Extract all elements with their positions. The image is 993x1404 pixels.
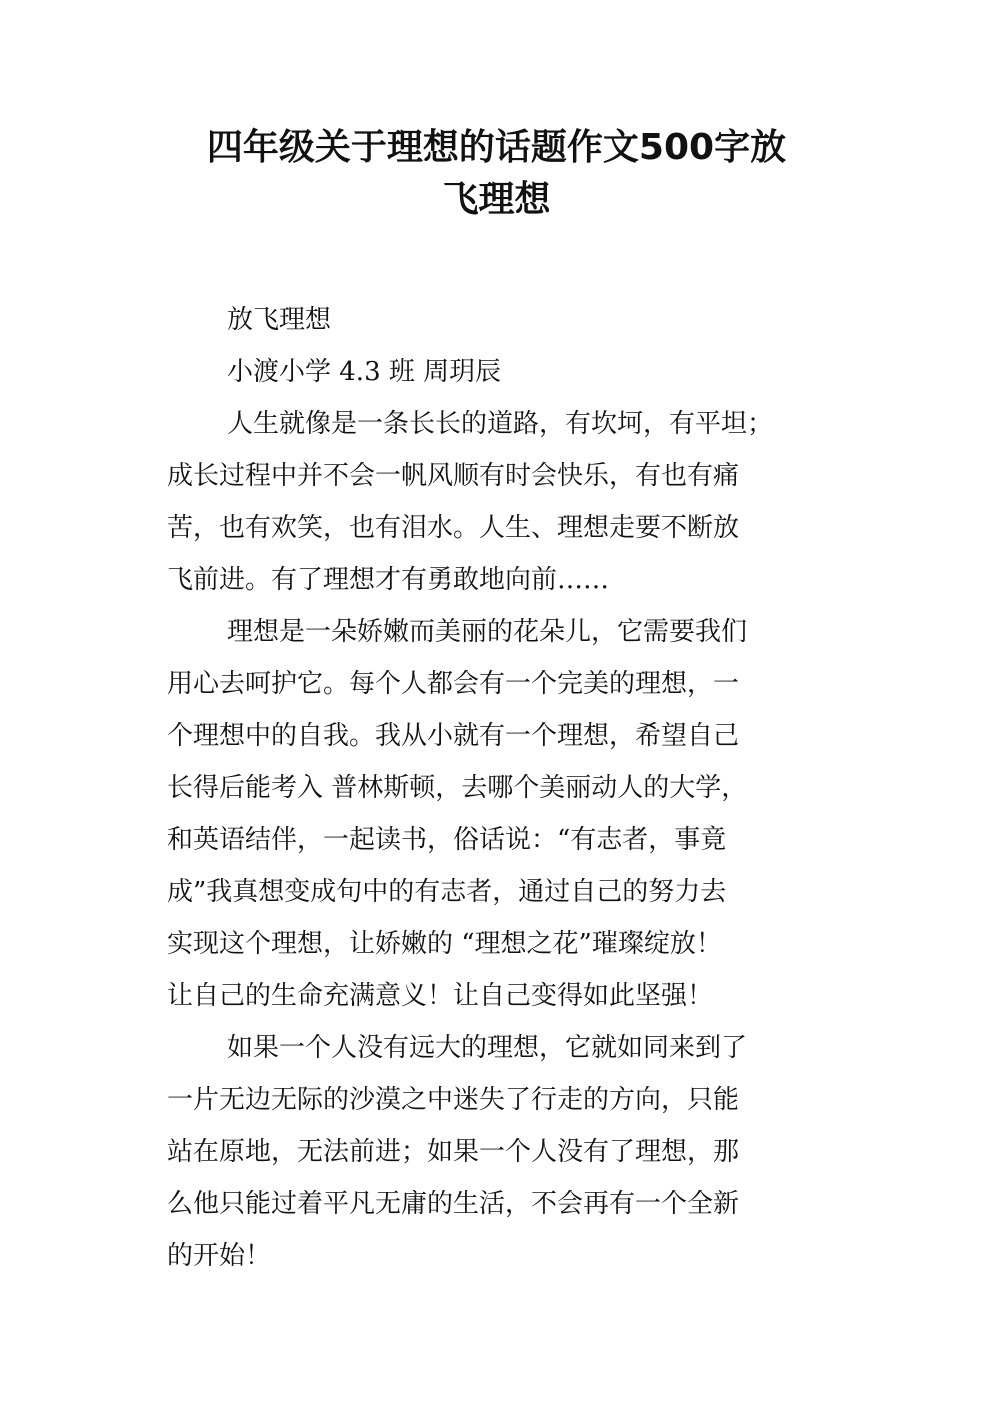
text-line: 用心去呵护它。每个人都会有一个完美的理想，一 — [167, 669, 740, 699]
text-line: 的开始！ — [167, 1241, 272, 1271]
text-line: 一片无边无际的沙漠之中迷失了行走的方向，只能 — [167, 1085, 740, 1115]
text-line: 理想是一朵娇嫩而美丽的花朵儿，它需要我们 — [227, 617, 748, 647]
document-title — [0, 122, 993, 226]
title-line: 飞理想 — [442, 179, 551, 220]
text-line: 和英语结伴，一起读书，俗话说：“有志者，事竟 — [167, 825, 727, 855]
text-line: 飞前进。有了理想才有勇敢地向前…… — [167, 565, 610, 595]
text-line: 成长过程中并不会一帆风顺有时会快乐，有也有痛 — [167, 461, 740, 491]
text-line: 实现这个理想，让娇嫩的 “理想之花”璀璨绽放！ — [167, 929, 722, 959]
document-body — [167, 294, 847, 1282]
text-line: 成”我真想变成句中的有志者，通过自己的努力去 — [167, 877, 727, 907]
text-line: 如果一个人没有远大的理想，它就如同来到了 — [227, 1033, 748, 1063]
text-line: 个理想中的自我。我从小就有一个理想，希望自己 — [167, 721, 740, 751]
text-line: 让自己的生命充满意义！让自己变得如此坚强！ — [167, 981, 714, 1011]
text-line: 人生就像是一条长长的道路，有坎坷，有平坦； — [227, 409, 774, 439]
text-line: 放飞理想 — [227, 305, 332, 335]
title-line: 四年级关于理想的话题作文500字放 — [206, 127, 787, 168]
text-line: 站在原地，无法前进；如果一个人没有了理想，那 — [167, 1137, 740, 1167]
text-line: 苦，也有欢笑，也有泪水。人生、理想走要不断放 — [167, 513, 740, 543]
text-line: 小渡小学 4.3 班 周玥辰 — [227, 357, 502, 387]
text-line: 么他只能过着平凡无庸的生活，不会再有一个全新 — [167, 1189, 740, 1219]
text-line: 长得后能考入 普林斯顿，去哪个美丽动人的大学， — [167, 773, 748, 803]
